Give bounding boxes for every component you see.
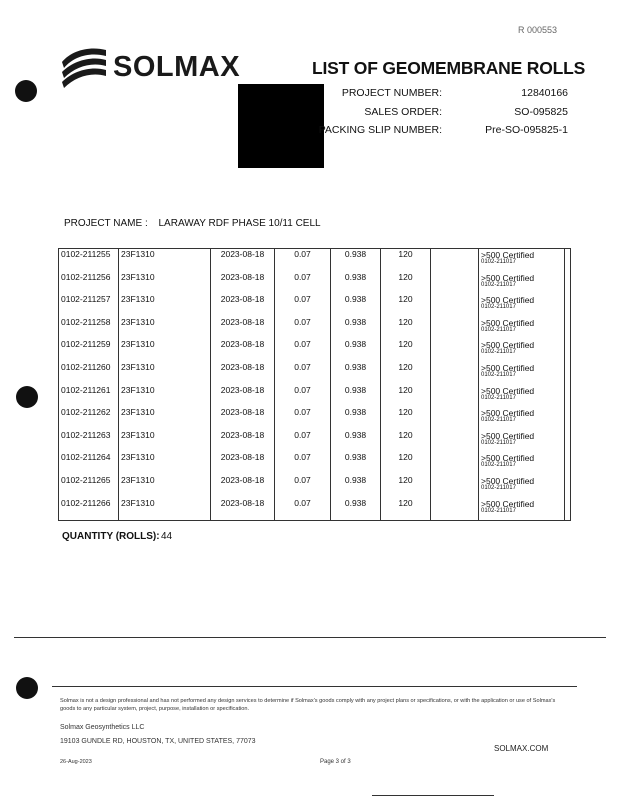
quantity-value: 44 [161,531,173,542]
logo-wordmark: SOLMAX [113,51,241,83]
lot-cell: 23F1310 [119,294,211,317]
sales-order-value: SO-095825 [514,106,568,118]
length-cell: 120 [381,430,431,453]
date-cell: 2023-08-18 [211,249,275,272]
project-number-label: PROJECT NUMBER: [341,87,442,99]
project-number-value: 12840166 [521,87,568,99]
blank-cell [565,249,571,272]
certification-reference: 0102-211017 [481,349,516,356]
blank-cell [431,362,479,385]
blank-cell [431,272,479,295]
punch-hole [16,677,38,699]
blank-cell [565,498,571,521]
blank-cell [431,317,479,340]
blank-cell [431,339,479,362]
packing-slip-label: PACKING SLIP NUMBER: [318,124,442,136]
length-cell: 120 [381,249,431,272]
blank-cell [431,452,479,475]
certification-cell [479,498,565,521]
certification-label: >500 Certified [481,295,535,306]
roll-number-cell: 0102-211264 [59,452,119,475]
certification-reference: 0102-211017 [481,259,516,265]
certification-reference: 0102-211017 [481,281,516,288]
lot-cell: 23F1310 [119,475,211,498]
thickness-cell: 0.07 [275,385,331,408]
certification-cell [479,430,565,453]
date-cell: 2023-08-18 [211,317,275,340]
blank-cell [431,407,479,430]
length-cell: 120 [381,272,431,295]
certification-label: >500 Certified [481,475,535,486]
blank-cell [431,385,479,408]
density-cell: 0.938 [331,294,381,317]
date-cell: 2023-08-18 [211,498,275,521]
table-row [59,317,571,340]
blank-cell [431,430,479,453]
project-name-value: LARAWAY RDF PHASE 10/11 CELL [158,218,321,229]
length-cell: 120 [381,339,431,362]
thickness-cell: 0.07 [275,339,331,362]
thickness-cell: 0.07 [275,407,331,430]
density-cell: 0.938 [331,407,381,430]
length-cell: 120 [381,498,431,521]
certification-cell [479,249,565,272]
roll-number-cell: 0102-211261 [59,385,119,408]
certification-cell [479,294,565,317]
date-cell: 2023-08-18 [211,452,275,475]
certification-label: >500 Certified [481,430,535,441]
roll-number-cell: 0102-211263 [59,430,119,453]
certification-label: >500 Certified [481,385,535,396]
packing-slip-value: Pre-SO-095825-1 [485,124,568,136]
certification-label: >500 Certified [481,498,535,509]
certification-reference: 0102-211017 [481,417,516,424]
blank-cell [431,294,479,317]
date-cell: 2023-08-18 [211,475,275,498]
blank-cell [431,475,479,498]
date-cell: 2023-08-18 [211,339,275,362]
density-cell: 0.938 [331,498,381,521]
punch-hole [15,80,37,102]
table-row [59,249,571,272]
lot-cell: 23F1310 [119,272,211,295]
thickness-cell: 0.07 [275,498,331,521]
roll-number-cell: 0102-211257 [59,294,119,317]
roll-number-cell: 0102-211262 [59,407,119,430]
certification-reference: 0102-211017 [481,462,516,469]
certification-cell [479,317,565,340]
lot-cell: 23F1310 [119,362,211,385]
certification-reference: 0102-211017 [481,371,516,378]
date-cell: 2023-08-18 [211,272,275,295]
roll-number-cell: 0102-211258 [59,317,119,340]
certification-cell [479,452,565,475]
density-cell: 0.938 [331,249,381,272]
footer-website: SOLMAX.COM [494,744,549,753]
blank-cell [565,452,571,475]
table-row [59,407,571,430]
thickness-cell: 0.07 [275,249,331,272]
density-cell: 0.938 [331,272,381,295]
date-cell: 2023-08-18 [211,362,275,385]
thickness-cell: 0.07 [275,317,331,340]
certification-cell [479,272,565,295]
table-row [59,475,571,498]
roll-number-cell: 0102-211265 [59,475,119,498]
footer-date: 26-Aug-2023 [60,759,92,765]
divider [14,637,606,638]
lot-cell: 23F1310 [119,430,211,453]
date-cell: 2023-08-18 [211,294,275,317]
certification-reference: 0102-211017 [481,507,516,514]
date-cell: 2023-08-18 [211,385,275,408]
table-row [59,430,571,453]
lot-cell: 23F1310 [119,452,211,475]
thickness-cell: 0.07 [275,452,331,475]
lot-cell: 23F1310 [119,317,211,340]
density-cell: 0.938 [331,430,381,453]
table-row [59,498,571,521]
date-cell: 2023-08-18 [211,407,275,430]
density-cell: 0.938 [331,385,381,408]
punch-hole [16,386,38,408]
length-cell: 120 [381,317,431,340]
lot-cell: 23F1310 [119,407,211,430]
roll-number-cell: 0102-211259 [59,339,119,362]
roll-number-cell: 0102-211256 [59,272,119,295]
footer-company: Solmax Geosynthetics LLC [60,724,145,731]
thickness-cell: 0.07 [275,430,331,453]
blank-cell [565,385,571,408]
thickness-cell: 0.07 [275,362,331,385]
certification-label: >500 Certified [481,340,535,351]
thickness-cell: 0.07 [275,294,331,317]
certification-cell [479,475,565,498]
certification-cell [479,385,565,408]
blank-cell [565,339,571,362]
project-name-label: PROJECT NAME : [64,218,148,229]
document-title: LIST OF GEOMEMBRANE ROLLS [312,58,586,78]
thickness-cell: 0.07 [275,272,331,295]
table-row [59,272,571,295]
divider [372,795,494,796]
sales-order-label: SALES ORDER: [364,106,442,118]
roll-number-cell: 0102-211255 [59,249,119,272]
table-row [59,294,571,317]
certification-reference: 0102-211017 [481,304,516,311]
certification-label: >500 Certified [481,362,535,373]
divider [52,686,577,687]
table-row [59,362,571,385]
date-cell: 2023-08-18 [211,430,275,453]
blank-cell [431,498,479,521]
certification-reference: 0102-211017 [481,394,516,401]
certification-label: >500 Certified [481,317,535,328]
certification-reference: 0102-211017 [481,439,516,446]
blank-cell [565,317,571,340]
certification-reference: 0102-211017 [481,484,516,491]
length-cell: 120 [381,407,431,430]
table-row [59,339,571,362]
blank-cell [565,362,571,385]
certification-label: >500 Certified [481,453,535,464]
length-cell: 120 [381,475,431,498]
blank-cell [565,272,571,295]
lot-cell: 23F1310 [119,498,211,521]
length-cell: 120 [381,294,431,317]
footer-disclaimer: Solmax is not a design professional and has not performed any design services to determine if Solmax's goods comply with any project plans or specifications, or with the application or use of Solmax's goods to any particular system, project, purpose, installation or specification. [60,698,556,712]
density-cell: 0.938 [331,452,381,475]
certification-cell [479,339,565,362]
document-id: R 000553 [518,25,558,35]
table-row [59,385,571,408]
certification-cell [479,407,565,430]
blank-cell [565,430,571,453]
density-cell: 0.938 [331,362,381,385]
blank-cell [565,407,571,430]
certification-reference: 0102-211017 [481,326,516,333]
density-cell: 0.938 [331,475,381,498]
thickness-cell: 0.07 [275,475,331,498]
blank-cell [565,475,571,498]
certification-label: >500 Certified [481,272,535,283]
blank-cell [565,294,571,317]
quantity-label: QUANTITY (ROLLS): [62,531,160,542]
density-cell: 0.938 [331,339,381,362]
density-cell: 0.938 [331,317,381,340]
footer-address: 19103 GUNDLE RD, HOUSTON, TX, UNITED STATES, 77073 [60,738,256,745]
length-cell: 120 [381,362,431,385]
roll-number-cell: 0102-211266 [59,498,119,521]
lot-cell: 23F1310 [119,339,211,362]
certification-label: >500 Certified [481,408,535,419]
lot-cell: 23F1310 [119,385,211,408]
length-cell: 120 [381,385,431,408]
page-number: Page 3 of 3 [320,759,351,765]
certification-cell [479,362,565,385]
lot-cell: 23F1310 [119,249,211,272]
certification-label: >500 Certified [481,250,535,260]
project-name [64,218,329,229]
table-row [59,452,571,475]
length-cell: 120 [381,452,431,475]
rolls-table [58,248,571,521]
roll-number-cell: 0102-211260 [59,362,119,385]
blank-cell [431,249,479,272]
